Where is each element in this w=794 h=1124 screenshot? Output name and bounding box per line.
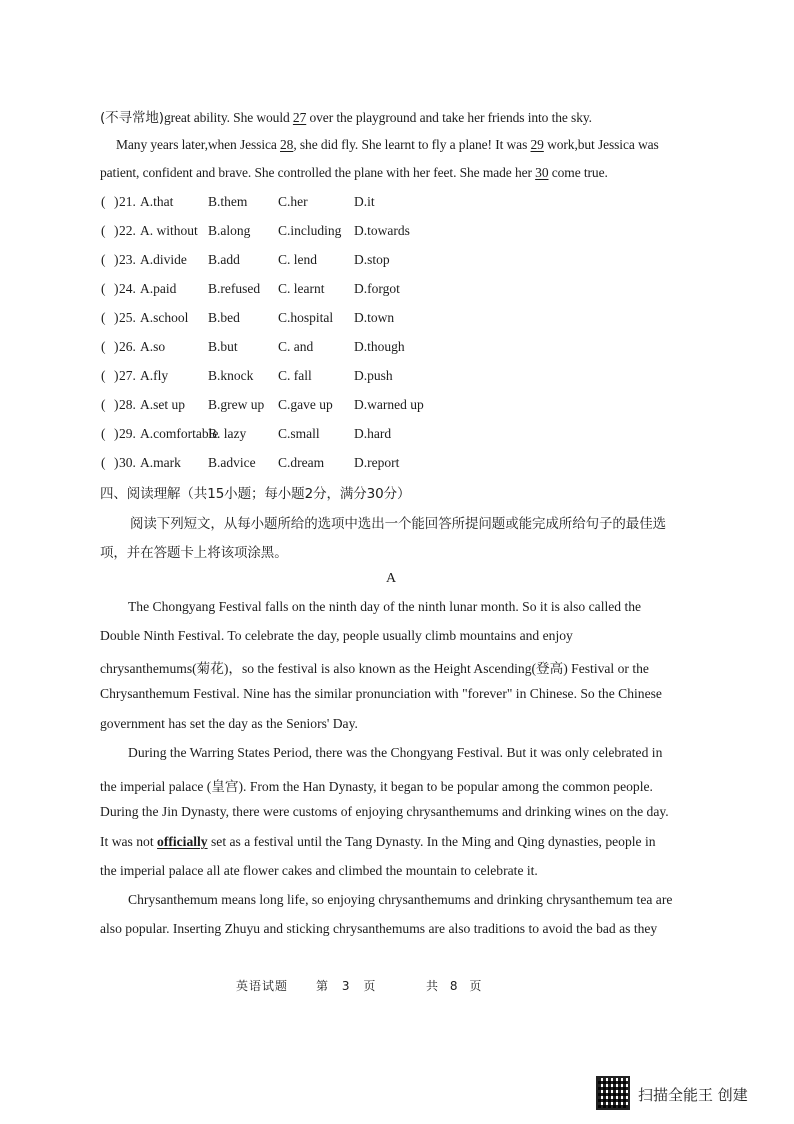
cloze-line-3 [100, 165, 608, 181]
option-c: C. learnt [278, 281, 325, 296]
answer-paren-open: ( [101, 310, 106, 325]
question-number: 29. [119, 426, 136, 441]
option-a: A.mark [140, 455, 181, 470]
question-number: 30. [119, 455, 136, 470]
passage-label: A [386, 571, 397, 586]
passage-p1-line-3: chrysanthemums(菊花)，so the festival is also known as the Height Ascending(登高) Festival or the [100, 661, 649, 676]
passage-p2-line-2: the imperial palace (皇宫). From the Han Dynasty, it began to be popular among the common people. [100, 779, 653, 794]
answer-paren-close: ) [114, 455, 119, 470]
footer-page-pre: 第 [316, 979, 330, 993]
answer-paren-close: ) [114, 368, 119, 383]
option-b: B.them [208, 194, 248, 209]
option-d: D.report [354, 455, 400, 470]
section-heading: 四、阅读理解（共15小题；每小题2分，满分30分） [100, 486, 411, 502]
option-b: B. lazy [208, 426, 247, 441]
question-number: 27. [119, 368, 136, 383]
option-a: A.comfortable [140, 426, 219, 441]
answer-paren-open: ( [101, 252, 106, 267]
blank-27: 27 [292, 110, 307, 125]
passage-text: It was not [100, 834, 158, 849]
answer-paren-close: ) [114, 194, 119, 209]
answer-paren-close: ) [114, 252, 119, 267]
answer-paren-open: ( [101, 339, 106, 354]
option-c: C.including [278, 223, 342, 238]
option-d: D.towards [354, 223, 410, 238]
option-b: B.advice [208, 455, 256, 470]
footer-page [316, 977, 376, 994]
footer-page-post: 页 [363, 979, 377, 993]
answer-paren-open: ( [101, 455, 106, 470]
cloze-gloss: (不寻常地) [100, 110, 164, 126]
cloze-text: Many years later,when Jessica [116, 137, 281, 152]
option-a: A.so [140, 339, 166, 354]
footer-page-num: 3 [341, 979, 351, 993]
option-b: B.add [208, 252, 240, 267]
option-a: A. without [140, 223, 198, 238]
option-b: B.grew up [208, 397, 265, 412]
qr-code-icon [596, 1076, 630, 1110]
passage-p1-line-4: Chrysanthemum Festival. Nine has the similar pronunciation with "forever" in Chinese. So the Chinese [100, 686, 662, 701]
footer-total-num: 8 [449, 979, 459, 993]
blank-30: 30 [535, 165, 549, 180]
answer-paren-close: ) [114, 281, 119, 296]
answer-paren-open: ( [101, 223, 106, 238]
question-number: 26. [119, 339, 136, 354]
option-a: A.school [140, 310, 189, 325]
option-d: D.forgot [354, 281, 400, 296]
option-b: B.but [208, 339, 238, 354]
option-b: B.along [208, 223, 251, 238]
answer-paren-close: ) [114, 426, 119, 441]
passage-p3-line-1: Chrysanthemum means long life, so enjoying chrysanthemums and drinking chrysanthemum tea are [128, 892, 673, 907]
passage-p1-line-1: The Chongyang Festival falls on the ninth day of the ninth lunar month. So it is also called the [128, 599, 642, 614]
passage-p2-line-1: During the Warring States Period, there was the Chongyang Festival. But it was only celebrated in [128, 745, 663, 760]
passage-p3-line-2: also popular. Inserting Zhuyu and sticking chrysanthemums are also traditions to avoid the bad as they [100, 921, 658, 936]
blank-29: 29 [530, 137, 544, 152]
option-b: B.bed [208, 310, 240, 325]
passage-p2-line-5: the imperial palace all ate flower cakes and climbed the mountain to celebrate it. [100, 863, 538, 878]
option-d: D.it [354, 194, 375, 209]
underlined-word: officially [157, 834, 208, 849]
option-d: D.though [354, 339, 405, 354]
option-c: C.her [278, 194, 308, 209]
passage-p1-line-2: Double Ninth Festival. To celebrate the day, people usually climb mountains and enjoy [100, 628, 573, 643]
instruction-line-1: 阅读下列短文，从每小题所给的选项中选出一个能回答所提问题或能完成所给句子的最佳选 [130, 516, 666, 532]
answer-paren-open: ( [101, 194, 106, 209]
option-b: B.knock [208, 368, 254, 383]
option-b: B.refused [208, 281, 261, 296]
option-a: A.fly [140, 368, 169, 383]
cloze-text: , she did fly. She learnt to fly a plane! It was [293, 137, 531, 152]
cloze-text: come true. [548, 165, 608, 180]
cloze-line-2 [116, 137, 659, 153]
answer-paren-open: ( [101, 281, 106, 296]
scanner-watermark: 扫描全能王 创建 [638, 1086, 748, 1104]
option-d: D.warned up [354, 397, 424, 412]
option-c: C.hospital [278, 310, 334, 325]
option-c: C.gave up [278, 397, 333, 412]
cloze-text: great ability. She would [163, 110, 293, 125]
answer-paren-close: ) [114, 339, 119, 354]
option-c: C. lend [278, 252, 317, 267]
footer-total-pre: 共 [426, 979, 440, 993]
option-a: A.divide [140, 252, 187, 267]
question-number: 23. [119, 252, 136, 267]
option-d: D.hard [354, 426, 392, 441]
question-number: 24. [119, 281, 136, 296]
answer-paren-open: ( [101, 368, 106, 383]
cloze-text: over the playground and take her friends into the sky. [306, 110, 592, 125]
answer-paren-close: ) [114, 310, 119, 325]
option-c: C.dream [278, 455, 325, 470]
passage-p2-line-3: During the Jin Dynasty, there were customs of enjoying chrysanthemums and drinking wines on the day. [100, 804, 669, 819]
option-c: C. and [278, 339, 314, 354]
option-a: A.paid [140, 281, 177, 296]
answer-paren-close: ) [114, 223, 119, 238]
footer-subject: 英语试题 [236, 979, 289, 993]
passage-p1-line-5: government has set the day as the Seniors' Day. [100, 716, 358, 731]
option-c: C. fall [278, 368, 312, 383]
cloze-text: work,but Jessica was [543, 137, 659, 152]
question-number: 25. [119, 310, 136, 325]
question-number: 22. [119, 223, 136, 238]
option-d: D.town [354, 310, 395, 325]
passage-text: set as a festival until the Tang Dynasty. In the Ming and Qing dynasties, people in [207, 834, 656, 849]
cloze-line-1 [100, 106, 592, 126]
answer-paren-close: ) [114, 397, 119, 412]
option-d: D.stop [354, 252, 390, 267]
option-a: A.set up [140, 397, 185, 412]
option-d: D.push [354, 368, 393, 383]
option-a: A.that [140, 194, 174, 209]
cloze-text: patient, confident and brave. She controlled the plane with her feet. She made her [100, 165, 536, 180]
blank-28: 28 [280, 137, 294, 152]
footer-total [426, 977, 482, 994]
option-c: C.small [278, 426, 320, 441]
question-number: 28. [119, 397, 136, 412]
answer-paren-open: ( [101, 397, 106, 412]
question-number: 21. [119, 194, 136, 209]
passage-p2-line-4 [100, 834, 700, 850]
answer-paren-open: ( [101, 426, 106, 441]
footer-total-post: 页 [469, 979, 483, 993]
instruction-line-2: 项，并在答题卡上将该项涂黑。 [100, 545, 288, 561]
